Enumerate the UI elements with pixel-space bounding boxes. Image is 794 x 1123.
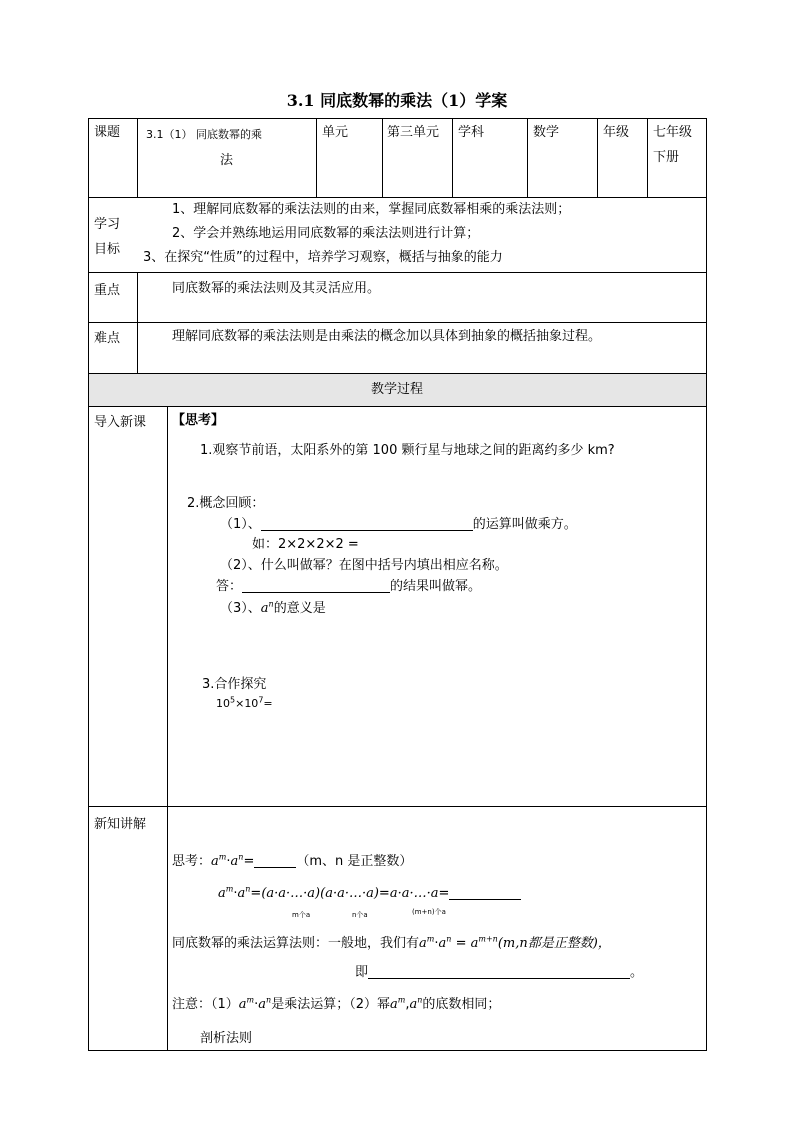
question-1: 1.观察节前语，太阳系外的第 100 颗行星与地球之间的距离约多少 km? xyxy=(200,443,615,458)
think-heading: 【思考】 xyxy=(172,413,225,428)
difficulty-label: 难点 xyxy=(94,331,121,346)
rule-notes: 注意：$(1)a^m\cdot a^n$是乘法运算；（2）幂$a^m,a^n$的底数相同； xyxy=(172,995,501,1012)
fill-blank[interactable] xyxy=(261,516,473,531)
subject-label: 学科 xyxy=(458,125,485,140)
course-value-line1: 3.1（1） 同底数幂的乘 xyxy=(146,128,262,141)
think-prompt: 思考：$a^m\cdot a^n= (m$、n 是正整数） xyxy=(172,852,413,869)
unit-label: 单元 xyxy=(322,125,349,140)
intro-label: 导入新课 xyxy=(94,415,147,430)
question-2-answer: 答： 的结果叫做幂。 xyxy=(216,579,482,594)
fill-blank[interactable] xyxy=(254,853,296,868)
grade-label: 年级 xyxy=(603,125,630,140)
analysis-heading: 剖析法则 xyxy=(200,1031,253,1046)
question-3-heading: 3.合作探究 xyxy=(202,677,267,692)
goal-item-1: 1、理解同底数幂的乘法法则的由来，掌握同底数幂相乘的乘法法则； xyxy=(172,202,571,217)
derivation-formula: $a^m\cdot a^n=(a\cdot a\cdot\dots\cdot a)(a\cdot a\cdot\dots\cdot a)=a\cdot a\cdot\dots\cdot a=$ xyxy=(218,883,521,905)
fill-blank[interactable] xyxy=(449,885,521,900)
fill-blank[interactable] xyxy=(368,964,630,979)
grade-value-line2: 下册 xyxy=(653,150,680,165)
derivation-underbrace-n: n个a xyxy=(352,911,368,919)
question-3-expression: $10^5\times 10^7=$ xyxy=(216,695,273,710)
fill-blank[interactable] xyxy=(242,578,390,593)
process-header: 教学过程 xyxy=(370,382,423,397)
question-2-1: （1）、 的运算叫做乘方。 xyxy=(220,517,577,532)
rule-restate: 即 。 xyxy=(355,965,644,980)
subject-value: 数学 xyxy=(533,125,560,140)
question-2-2: （2）、什么叫做幂？在图中括号内填出相应名称。 xyxy=(220,558,508,573)
unit-value: 第三单元 xyxy=(387,125,440,140)
question-2-3: （3）、$a^n$的意义是 xyxy=(220,599,326,616)
course-value-line2: 法 xyxy=(220,153,234,168)
course-label: 课题 xyxy=(94,125,121,140)
derivation-underbrace-m: m个a xyxy=(292,911,311,919)
key-point-text: 同底数幂的乘法法则及其灵活应用。 xyxy=(172,281,381,296)
goals-label-line2: 目标 xyxy=(94,242,121,257)
difficulty-text: 理解同底数幂的乘法法则是由乘法的概念加以具体到抽象的概括抽象过程。 xyxy=(172,329,602,344)
key-point-label: 重点 xyxy=(94,283,121,298)
document-title: 3.1 同底数幂的乘法（1）学案 xyxy=(286,91,508,110)
question-2-heading: 2.概念回顾： xyxy=(187,496,265,511)
grade-value-line1: 七年级 xyxy=(653,125,693,140)
goal-item-3: 3、在探究“性质”的过程中，培养学习观察，概括与抽象的能力 xyxy=(143,250,503,265)
rule-statement: 同底数幂的乘法运算法则：一般地，我们有$a^m\cdot a^n = a^{m+n}(m,n$都是正整数)， xyxy=(172,934,611,951)
derivation-underbrace-mn: (m+n)个a xyxy=(412,908,446,916)
goal-item-2: 2、学会并熟练地运用同底数幂的乘法法则进行计算； xyxy=(172,226,480,241)
new-knowledge-label: 新知讲解 xyxy=(94,817,147,832)
goals-label-line1: 学习 xyxy=(94,217,121,232)
question-2-example: 如：2×2×2×2 = xyxy=(252,537,359,552)
